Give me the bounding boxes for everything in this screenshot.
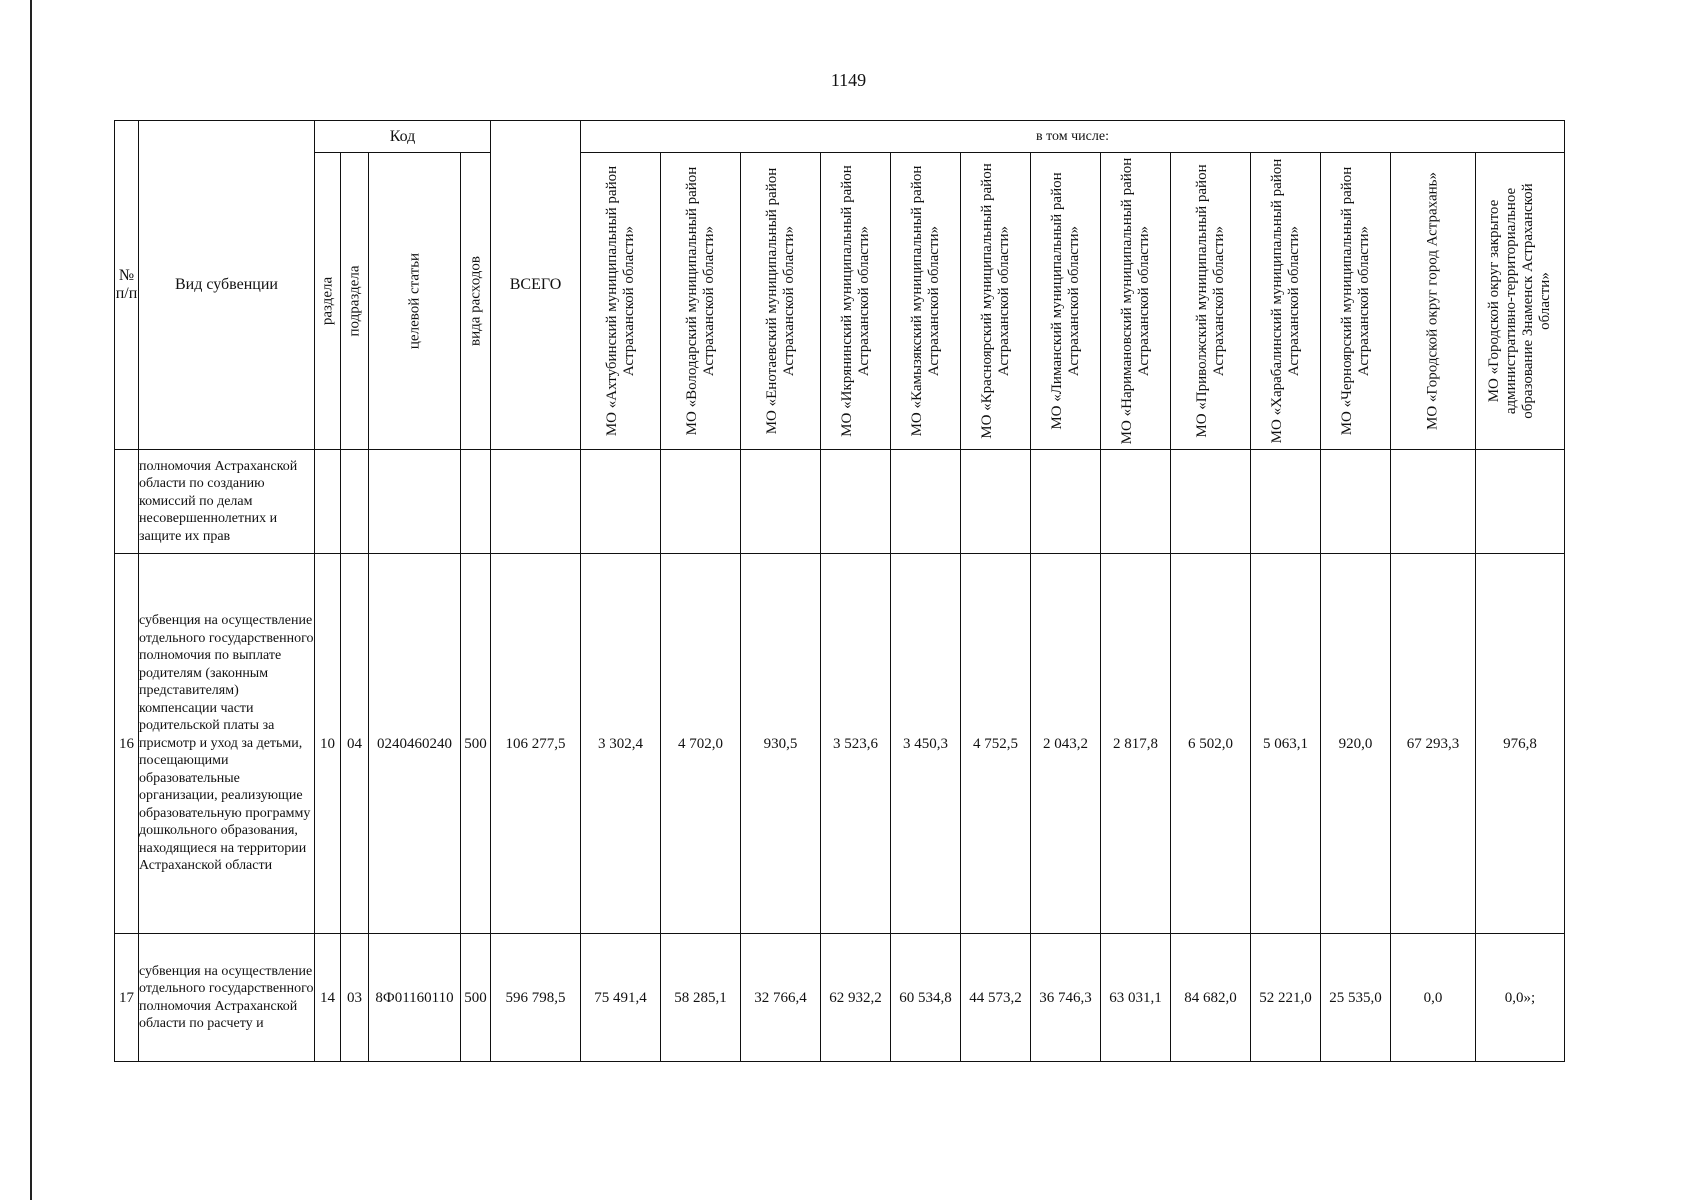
row-tsel: 8Ф01160110 bbox=[369, 934, 461, 1062]
row-vida bbox=[461, 450, 491, 554]
row-value: 3 523,6 bbox=[821, 554, 891, 934]
header-v-tom-chisle: в том числе: bbox=[581, 121, 1565, 153]
header-mo-limansky: МО «Лиманский муниципальный район Астраханской области» bbox=[1031, 153, 1101, 450]
row-value: 3 302,4 bbox=[581, 554, 661, 934]
row-razdel: 14 bbox=[315, 934, 341, 1062]
row-num: 16 bbox=[115, 554, 139, 934]
row-value: 63 031,1 bbox=[1101, 934, 1171, 1062]
row-value bbox=[581, 450, 661, 554]
row-value: 3 450,3 bbox=[891, 554, 961, 934]
row-value: 4 702,0 bbox=[661, 554, 741, 934]
row-podrazdel bbox=[341, 450, 369, 554]
header-mo-znamensk: МО «Городской округ закрытое административно-территориальное образование Знаменск Астраханской области» bbox=[1476, 153, 1565, 450]
header-podrazdel: подраздела bbox=[341, 153, 369, 450]
header-razdel: раздела bbox=[315, 153, 341, 450]
row-value bbox=[821, 450, 891, 554]
header-row-1 bbox=[115, 121, 1565, 153]
row-num: 17 bbox=[115, 934, 139, 1062]
row-vida: 500 bbox=[461, 934, 491, 1062]
row-podrazdel: 03 bbox=[341, 934, 369, 1062]
header-mo-ikryaninsky: МО «Икрянинский муниципальный район Астраханской области» bbox=[821, 153, 891, 450]
header-mo-kamyzyaksky: МО «Камызякский муниципальный район Астраханской области» bbox=[891, 153, 961, 450]
header-kod: Код bbox=[315, 121, 491, 153]
row-vida: 500 bbox=[461, 554, 491, 934]
table-row bbox=[115, 450, 1565, 554]
header-mo-kharabalinsky: МО «Харабалинский муниципальный район Астраханской области» bbox=[1251, 153, 1321, 450]
row-num bbox=[115, 450, 139, 554]
row-value: 930,5 bbox=[741, 554, 821, 934]
row-value: 0,0»; bbox=[1476, 934, 1565, 1062]
header-mo-enotaevsky: МО «Енотаевский муниципальный район Астраханской области» bbox=[741, 153, 821, 450]
row-desc: субвенция на осуществление отдельного государственного полномочия по выплате родителям (законным представителям) компенсации части родительской платы за присмотр и уход за детьми, посещающими образовательные организации, реализующие образовательную программу дошкольного образования, находящиеся на территории Астраханской области bbox=[139, 554, 315, 934]
row-value: 60 534,8 bbox=[891, 934, 961, 1062]
row-value: 84 682,0 bbox=[1171, 934, 1251, 1062]
row-podrazdel: 04 bbox=[341, 554, 369, 934]
row-value bbox=[741, 450, 821, 554]
header-vida: вида расходов bbox=[461, 153, 491, 450]
row-value bbox=[1251, 450, 1321, 554]
row-value bbox=[1391, 450, 1476, 554]
row-vsego: 596 798,5 bbox=[491, 934, 581, 1062]
binding-line bbox=[30, 0, 32, 1200]
row-value: 6 502,0 bbox=[1171, 554, 1251, 934]
row-value bbox=[891, 450, 961, 554]
row-value: 62 932,2 bbox=[821, 934, 891, 1062]
header-mo-narimanovsky: МО «Наримановский муниципальный район Астраханской области» bbox=[1101, 153, 1171, 450]
header-num: № п/п bbox=[115, 121, 139, 450]
header-mo-chernoyarsky: МО «Черноярский муниципальный район Астраханской области» bbox=[1321, 153, 1391, 450]
row-value bbox=[1101, 450, 1171, 554]
row-value bbox=[1321, 450, 1391, 554]
table-row bbox=[115, 934, 1565, 1062]
row-value: 976,8 bbox=[1476, 554, 1565, 934]
row-value: 920,0 bbox=[1321, 554, 1391, 934]
row-value bbox=[1031, 450, 1101, 554]
row-value: 58 285,1 bbox=[661, 934, 741, 1062]
row-vsego bbox=[491, 450, 581, 554]
row-value: 2 043,2 bbox=[1031, 554, 1101, 934]
row-razdel bbox=[315, 450, 341, 554]
row-value: 67 293,3 bbox=[1391, 554, 1476, 934]
table-row bbox=[115, 554, 1565, 934]
header-mo-akhtubinsky: МО «Ахтубинский муниципальный район Астраханской области» bbox=[581, 153, 661, 450]
header-mo-privolzhsky: МО «Приволжский муниципальный район Астраханской области» bbox=[1171, 153, 1251, 450]
header-mo-krasnoyarsky: МО «Красноярский муниципальный район Астраханской области» bbox=[961, 153, 1031, 450]
row-value: 36 746,3 bbox=[1031, 934, 1101, 1062]
row-value: 5 063,1 bbox=[1251, 554, 1321, 934]
row-vsego: 106 277,5 bbox=[491, 554, 581, 934]
subventions-table bbox=[114, 120, 1565, 1062]
header-vsego: ВСЕГО bbox=[491, 121, 581, 450]
row-desc: полномочия Астраханской области по созданию комиссий по делам несовершеннолетних и защите их прав bbox=[139, 450, 315, 554]
row-value: 25 535,0 bbox=[1321, 934, 1391, 1062]
row-value bbox=[961, 450, 1031, 554]
row-value: 44 573,2 bbox=[961, 934, 1031, 1062]
header-tsel: целевой статьи bbox=[369, 153, 461, 450]
row-value: 32 766,4 bbox=[741, 934, 821, 1062]
row-value: 4 752,5 bbox=[961, 554, 1031, 934]
row-razdel: 10 bbox=[315, 554, 341, 934]
row-value: 75 491,4 bbox=[581, 934, 661, 1062]
row-tsel bbox=[369, 450, 461, 554]
page-number: 1149 bbox=[830, 70, 867, 90]
header-mo-astrakhan: МО «Городской округ город Астрахань» bbox=[1391, 153, 1476, 450]
row-tsel: 0240460240 bbox=[369, 554, 461, 934]
row-desc: субвенция на осуществление отдельного государственного полномочия Астраханской области по расчету и bbox=[139, 934, 315, 1062]
header-row-2 bbox=[115, 153, 1565, 450]
header-mo-volodarsky: МО «Володарский муниципальный район Астраханской области» bbox=[661, 153, 741, 450]
row-value bbox=[661, 450, 741, 554]
row-value bbox=[1476, 450, 1565, 554]
row-value: 2 817,8 bbox=[1101, 554, 1171, 934]
row-value bbox=[1171, 450, 1251, 554]
row-value: 52 221,0 bbox=[1251, 934, 1321, 1062]
header-vid: Вид субвенции bbox=[139, 121, 315, 450]
row-value: 0,0 bbox=[1391, 934, 1476, 1062]
